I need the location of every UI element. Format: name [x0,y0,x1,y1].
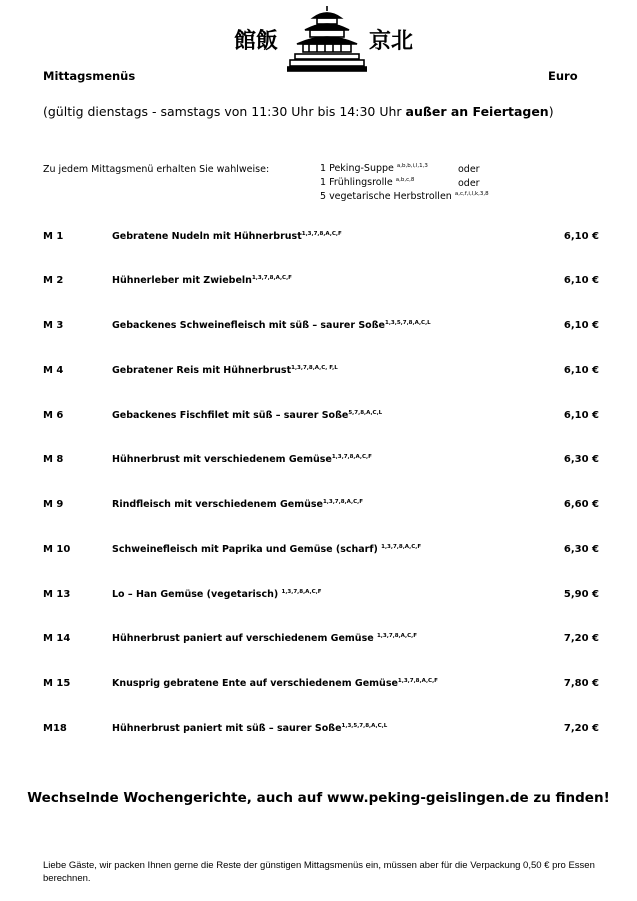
dish-allergens: 1,3,7,8,A,C,F [331,453,372,460]
menu-price: 6,10 € [563,320,599,331]
dish-allergens: 1,3,5,7,8,A,C,L [385,319,431,326]
menu-dish [112,678,438,689]
dish-allergens: 1,3,7,8,A,C,F [397,677,438,684]
menu-dish [112,454,372,465]
menu-row [0,633,637,647]
menu-row [0,410,637,424]
menu-dish [112,723,387,734]
dish-name: Gebackenes Schweinefleisch mit süß – saurer Soße [112,320,385,331]
menu-code: M 6 [43,410,64,421]
menu-price: 6,30 € [563,454,599,465]
menu-row [0,678,637,692]
dish-name: Gebackenes Fischfilet mit süß – saurer Soße [112,410,349,421]
side-option-allergens: a,b,c,8 [395,176,415,183]
side-option-allergens: a,b,b,i,l,1,3 [396,162,428,169]
menu-row [0,454,637,468]
dish-name: Hühnerbrust paniert auf verschiedenem Gemüse [112,633,377,644]
validity-note [43,104,554,119]
logo-chars-left: 館飯 [234,29,279,54]
menu-code: M 1 [43,231,64,242]
dish-allergens: 1,3,7,8,A,C,F [322,498,363,505]
menu-code: M 3 [43,320,64,331]
menu-row [0,365,637,379]
menu-price: 7,20 € [563,633,599,644]
packaging-note: Liebe Gäste, wir packen Ihnen gerne die Reste der günstigen Mittagsmenüs ein, müssen aber für die Verpackung 0,50 € pro Essen berechnen. [43,860,595,884]
dish-name: Hühnerbrust mit verschiedenem Gemüse [112,454,332,465]
dish-name: Hühnerbrust paniert mit süß – saurer Soße [112,723,342,734]
menu-dish [112,499,363,510]
menu-code: M 14 [43,633,71,644]
menu-price: 7,20 € [563,723,599,734]
side-connector: oder [458,178,480,189]
menu-dish [112,231,342,242]
menu-row [0,723,637,737]
menu-row [0,499,637,513]
menu-dish [112,320,431,331]
dish-allergens: 5,7,8,A,C,L [348,409,383,416]
menu-price: 7,80 € [563,678,599,689]
menu-row [0,544,637,558]
menu-code: M 9 [43,499,64,510]
menu-title: Mittagsmenüs [43,69,136,83]
menu-code: M 2 [43,275,64,286]
sides-intro: Zu jedem Mittagsmenü erhalten Sie wahlweise: [43,164,270,175]
side-option-text: 1 Peking-Suppe [320,163,394,174]
side-option-allergens: a,c,f,i,l,k,3,8 [454,190,489,197]
dish-name: Hühnerleber mit Zwiebeln [112,275,252,286]
menu-price: 6,60 € [563,499,599,510]
dish-allergens: 1,3,7,8,A,C,F [381,543,422,550]
menu-dish [112,589,322,600]
menu-price: 6,10 € [563,365,599,376]
menu-price: 6,10 € [563,231,599,242]
dish-allergens: 1,3,5,7,8,A,C,L [341,722,388,729]
menu-dish [112,410,382,421]
logo-chars-right: 京北 [369,29,414,54]
menu-dish [112,365,338,376]
menu-price: 5,90 € [563,589,599,600]
menu-row [0,589,637,603]
menu-dish [112,544,421,555]
side-option [320,191,489,202]
menu-price: 6,10 € [563,275,599,286]
menu-price: 6,10 € [563,410,599,421]
dish-allergens: 1,3,7,8,A,C,F [376,632,417,639]
dish-name: Gebratene Nudeln mit Hühnerbrust [112,231,302,242]
menu-code: M 15 [43,678,71,689]
dish-allergens: 1,3,7,8,A,C,F [251,274,292,281]
restaurant-logo [232,4,422,72]
menu-row [0,275,637,289]
weekly-dishes-note: Wechselnde Wochengerichte, auch auf www.peking-geislingen.de zu finden! [27,790,610,806]
dish-name: Lo – Han Gemüse (vegetarisch) [112,589,282,600]
menu-code: M 8 [43,454,64,465]
side-option [320,163,428,174]
menu-code: M 13 [43,589,71,600]
dish-allergens: 1,3,7,8,A,C,F [301,230,342,237]
dish-name: Gebratener Reis mit Hühnerbrust [112,365,292,376]
currency-header: Euro [548,69,578,83]
menu-row [0,231,637,245]
dish-allergens: 1,3,7,8,A,C,F [281,588,322,595]
dish-name: Rindfleisch mit verschiedenem Gemüse [112,499,323,510]
validity-prefix: (gültig dienstags - samstags von 11:30 Uhr bis 14:30 Uhr [43,104,406,119]
dish-name: Knusprig gebratene Ente auf verschiedenem Gemüse [112,678,398,689]
menu-price: 6,30 € [563,544,599,555]
side-option-text: 1 Frühlingsrolle [320,177,393,188]
dish-name: Schweinefleisch mit Paprika und Gemüse (scharf) [112,544,382,555]
menu-dish [112,633,417,644]
temple-icon [287,4,367,72]
menu-code: M18 [43,723,67,734]
side-connector: oder [458,164,480,175]
side-option-text: 5 vegetarische Herbstrollen [320,191,452,202]
dish-allergens: 1,3,7,8,A,C, F,L [291,364,338,371]
menu-row [0,320,637,334]
side-option [320,177,414,188]
validity-suffix: ) [548,104,554,119]
menu-dish [112,275,292,286]
validity-holiday: außer an Feiertagen [405,104,549,119]
menu-code: M 10 [43,544,71,555]
menu-code: M 4 [43,365,64,376]
